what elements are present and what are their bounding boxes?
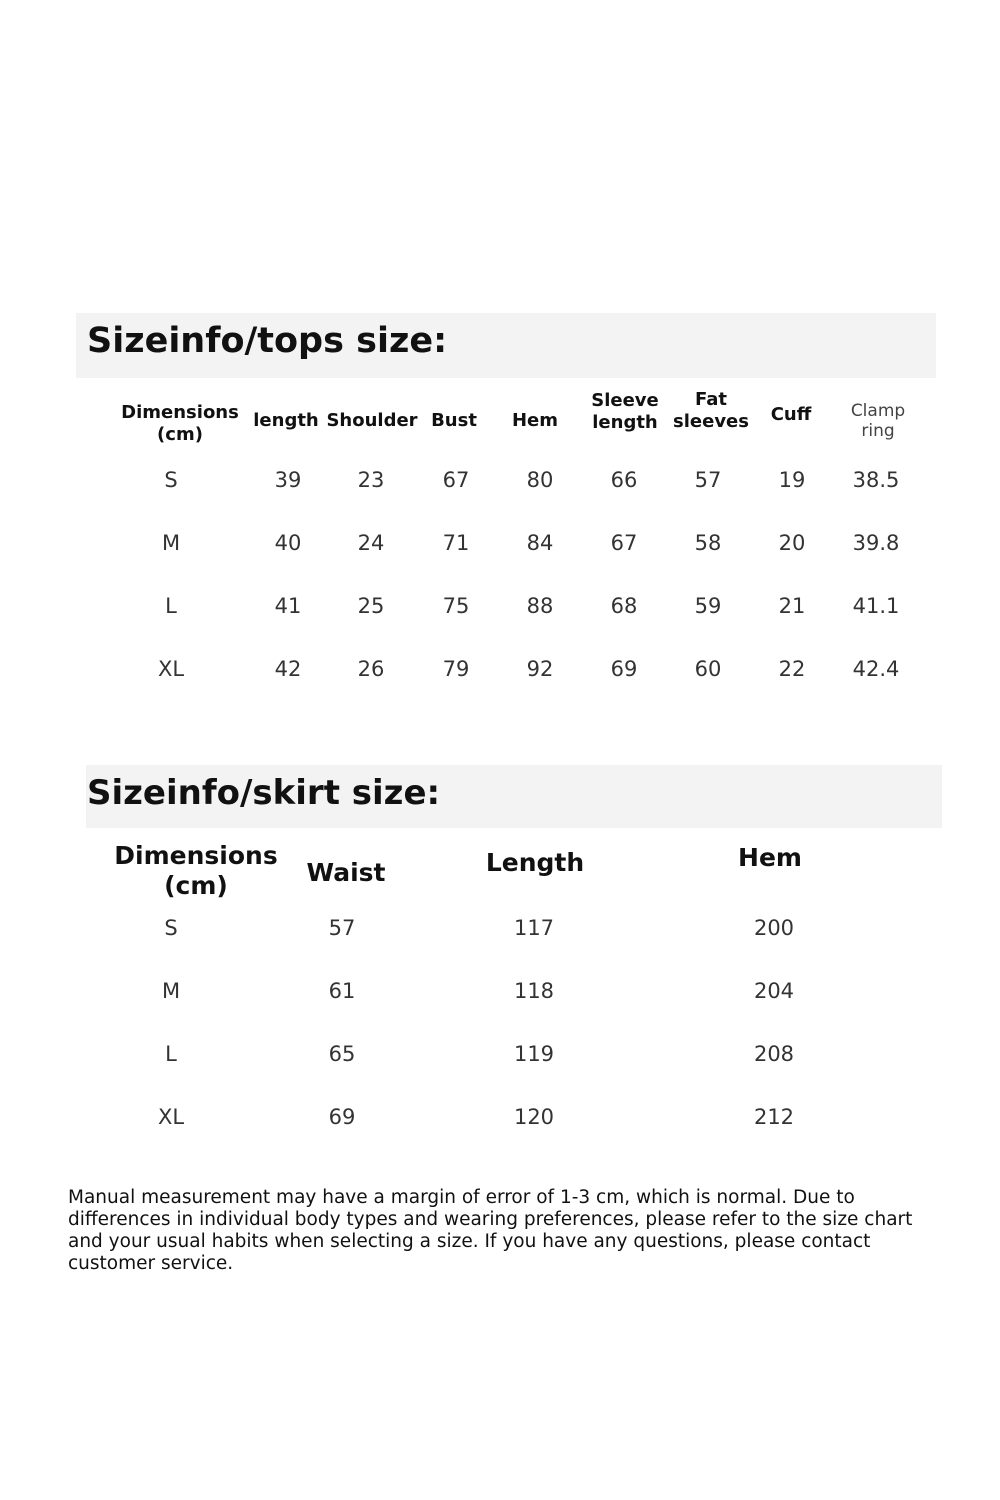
tops-table-cell: 39.8 [852,531,900,555]
tops-header-line: ring [861,421,895,442]
tops-table-cell: 92 [526,657,554,681]
tops-header-line: Clamp [850,401,906,421]
skirt-header-length [486,848,584,878]
tops-size-label: M [161,531,181,555]
skirt-table-cell: 117 [513,916,555,940]
tops-header-line: Shoulder [326,410,418,431]
skirt-title-bar [86,765,942,828]
tops-header-dimensions [121,402,239,445]
tops-table-cell: 84 [526,531,554,555]
tops-header-line: Hem [511,410,559,431]
tops-header-line: Dimensions [121,402,239,423]
tops-table-cell: 67 [442,468,470,492]
skirt-header-hem [738,843,802,873]
tops-table-cell: 80 [526,468,554,492]
skirt-header-waist [307,858,386,888]
skirt-header-line: Length [485,848,585,877]
skirt-table-cell: 69 [328,1105,356,1129]
skirt-table-cell: 120 [513,1105,555,1129]
tops-table-cell: 66 [610,468,638,492]
tops-header-line: Cuff [770,404,812,425]
skirt-size-label: L [165,1042,177,1066]
tops-header-line: length [592,411,658,433]
tops-table-cell: 59 [694,594,722,618]
tops-size-label: S [164,468,178,492]
tops-table-cell: 42 [274,657,302,681]
tops-table-cell: 25 [357,594,385,618]
skirt-table-cell: 119 [513,1042,555,1066]
skirt-header-line: (cm) [164,871,228,900]
tops-table-cell: 24 [357,531,385,555]
tops-title: Sizeinfo/tops size: [87,321,448,361]
tops-table-cell: 58 [694,531,722,555]
tops-title-bar [76,313,936,378]
tops-header-line: Bust [431,410,477,431]
tops-table-cell: 41 [274,594,302,618]
tops-header-length [253,410,319,432]
skirt-table-cell: 204 [753,979,795,1003]
skirt-size-label: M [161,979,181,1003]
tops-table-cell: 39 [274,468,302,492]
tops-table-cell: 88 [526,594,554,618]
skirt-size-label: XL [157,1105,185,1129]
tops-table-cell: 26 [357,657,385,681]
tops-header-line: length [253,410,319,431]
tops-table-cell: 75 [442,594,470,618]
skirt-header-dimensions [114,841,277,901]
tops-table-cell: 38.5 [852,468,900,492]
tops-table-cell: 67 [610,531,638,555]
skirt-table-cell: 65 [328,1042,356,1066]
tops-table-cell: 71 [442,531,470,555]
tops-table-cell: 69 [610,657,638,681]
tops-header-line: (cm) [157,423,203,445]
tops-size-label: L [165,594,177,618]
tops-header-clamp-ring [851,401,905,442]
skirt-table-cell: 57 [328,916,356,940]
tops-table-cell: 21 [778,594,806,618]
tops-table-cell: 68 [610,594,638,618]
tops-size-label: XL [157,657,185,681]
tops-table-cell: 40 [274,531,302,555]
skirt-header-line: Dimensions [114,841,278,870]
tops-table-cell: 57 [694,468,722,492]
skirt-size-label: S [164,916,178,940]
tops-table-cell: 60 [694,657,722,681]
tops-table-cell: 79 [442,657,470,681]
tops-header-cuff [771,404,812,426]
tops-table-cell: 42.4 [852,657,900,681]
skirt-table-cell: 61 [328,979,356,1003]
tops-table-cell: 23 [357,468,385,492]
skirt-header-line: Hem [738,843,802,872]
tops-table-cell: 41.1 [852,594,900,618]
tops-header-hem [512,410,558,432]
skirt-table-cell: 212 [753,1105,795,1129]
skirt-table-cell: 200 [753,916,795,940]
skirt-table-cell: 208 [753,1042,795,1066]
skirt-title: Sizeinfo/skirt size: [87,773,441,813]
tops-table-cell: 19 [778,468,806,492]
tops-header-sleeve-length [591,390,659,433]
tops-table-cell: 20 [778,531,806,555]
tops-header-bust [431,410,477,432]
tops-header-line: Sleeve [591,390,659,411]
tops-header-shoulder [326,410,417,432]
tops-table-cell: 22 [778,657,806,681]
tops-header-line: Fat [695,389,727,410]
skirt-table-cell: 118 [513,979,555,1003]
tops-header-line: sleeves [673,410,749,432]
skirt-header-line: Waist [306,858,386,887]
tops-header-fat-sleeves [673,389,749,432]
measurement-note: Manual measurement may have a margin of error of 1-3 cm, which is normal. Due to differences in individual body types and wearing preferences, please refer to the size chart and your usual habits when selecting a size. If you have any questions, please contact customer service. [68,1187,913,1274]
